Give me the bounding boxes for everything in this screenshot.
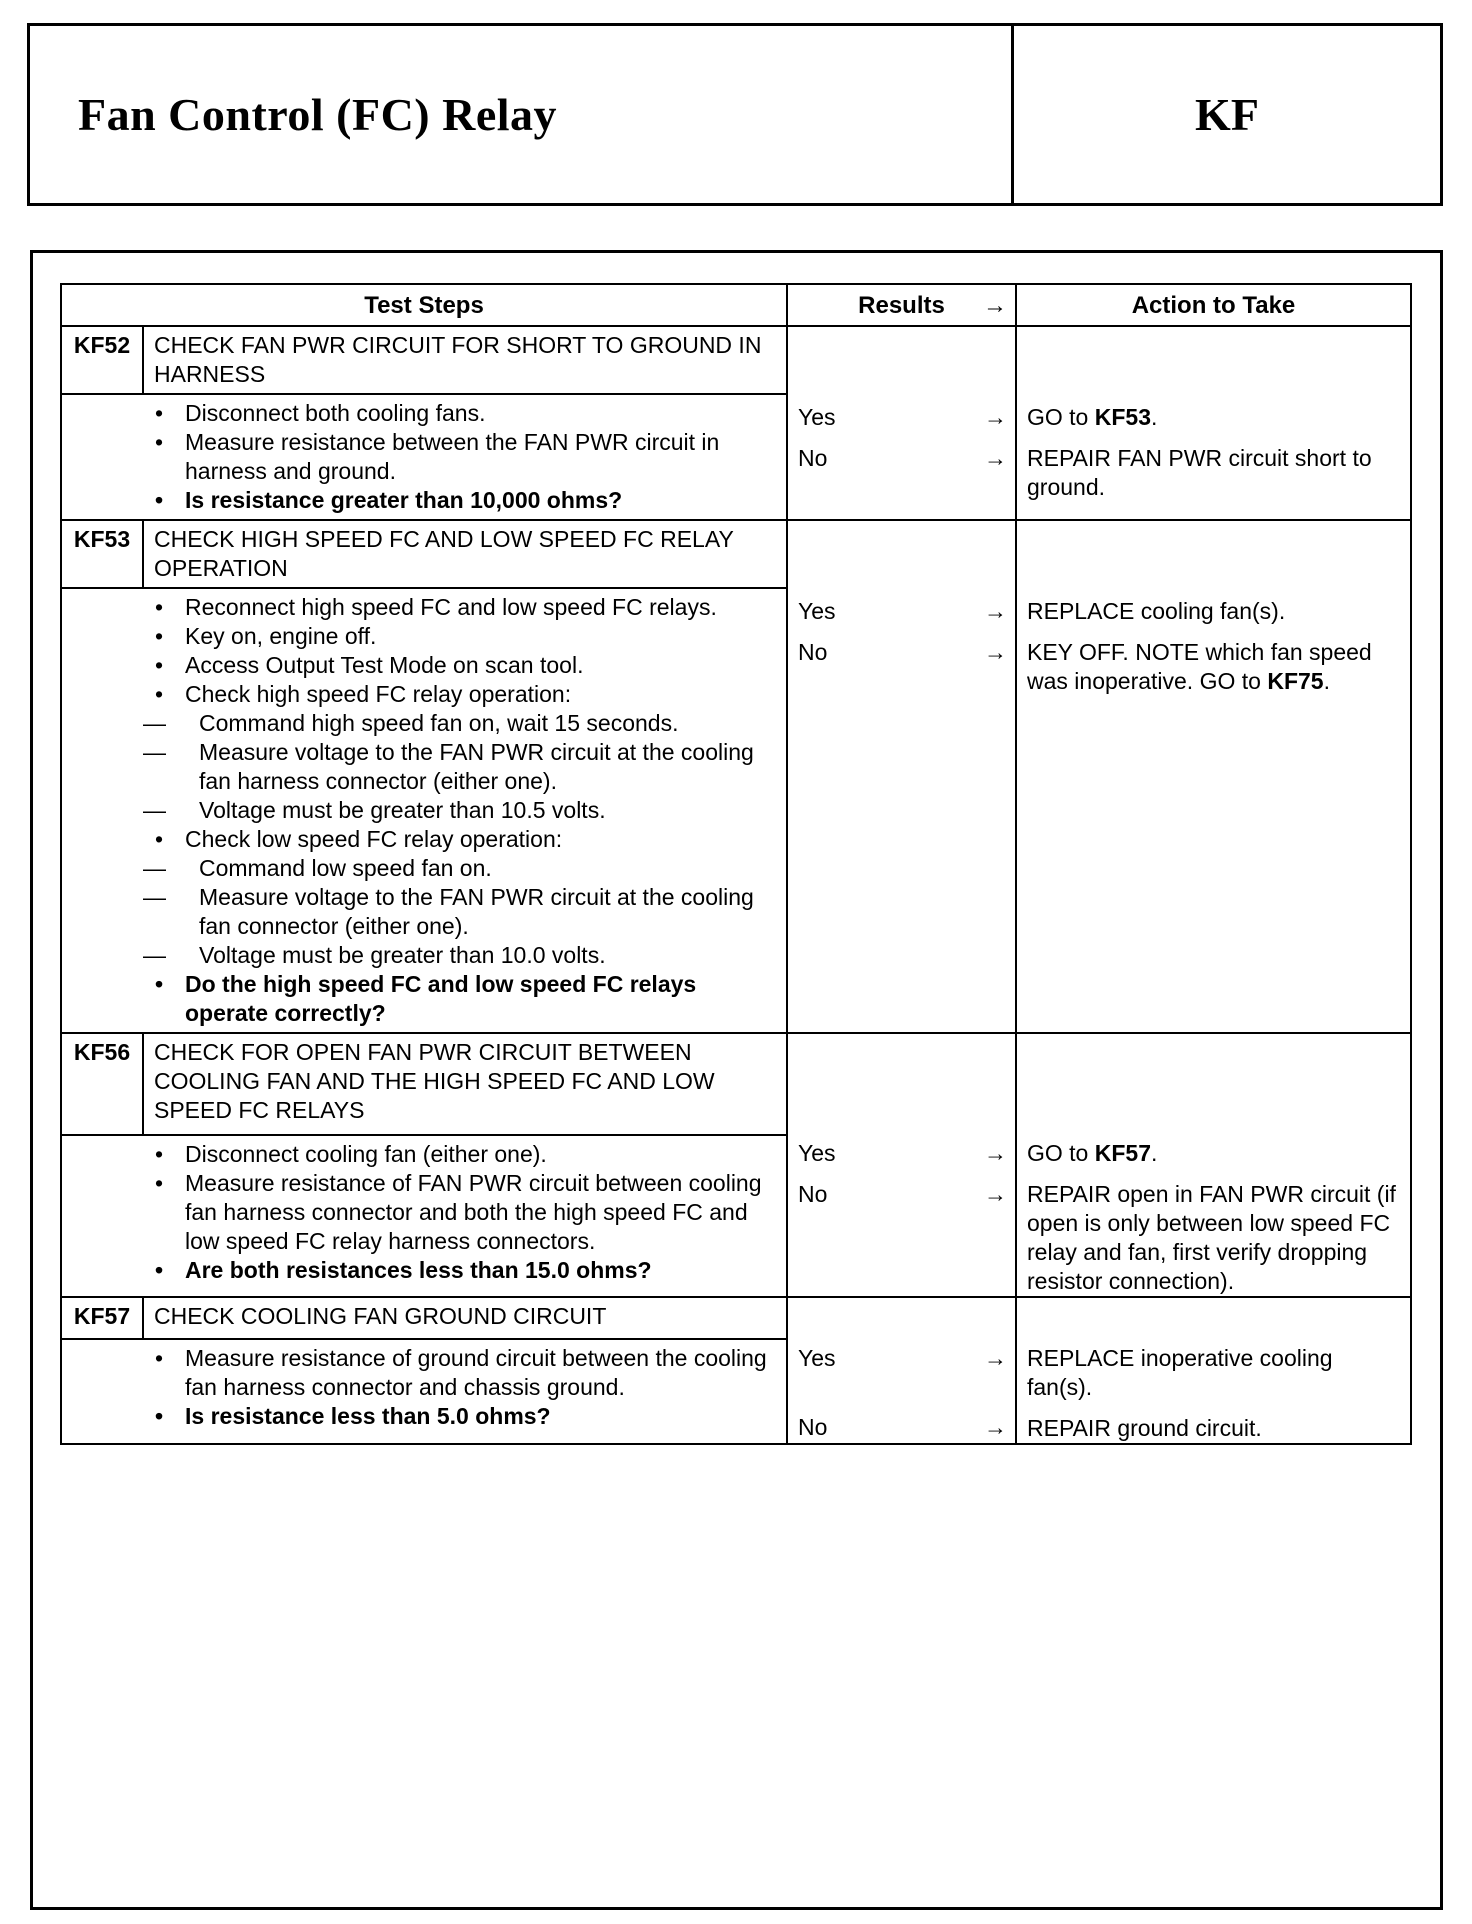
result-label: Yes <box>798 598 836 624</box>
sub-list-item: — Measure voltage to the FAN PWR circuit at the cooling fan harness connector (either one). <box>143 738 776 796</box>
list-item <box>143 680 776 825</box>
list-item-text: Check high speed FC relay operation: <box>185 681 572 707</box>
col-header-test-steps: Test Steps <box>61 284 787 326</box>
action-text <box>1017 1180 1410 1296</box>
action-text-post: . <box>1323 668 1330 694</box>
code-cell <box>1014 26 1440 203</box>
step-title: CHECK HIGH SPEED FC AND LOW SPEED FC RELAY OPERATION <box>143 520 787 588</box>
action-cell <box>1016 326 1411 520</box>
step-question: • Is resistance less than 5.0 ohms? <box>143 1402 776 1431</box>
action-text-pre: GO to <box>1027 1140 1095 1166</box>
action-cell <box>1016 1297 1411 1444</box>
sub-list-item: — Command high speed fan on, wait 15 seconds. <box>143 709 776 738</box>
result-label: No <box>798 1414 828 1440</box>
list-item: • Measure resistance of FAN PWR circuit between cooling fan harness connector and both the high speed FC and low speed FC relay harness connectors. <box>143 1169 776 1256</box>
results-cell <box>787 1033 1016 1297</box>
action-text <box>1017 638 1410 696</box>
action-text <box>1017 444 1410 502</box>
step-instructions <box>143 588 787 1033</box>
step-id: KF53 <box>61 520 143 588</box>
list-item: • Access Output Test Mode on scan tool. <box>143 651 776 680</box>
action-text <box>1017 403 1410 432</box>
sub-list-item: — Command low speed fan on. <box>143 854 776 883</box>
page-header <box>27 23 1443 206</box>
arrow-icon: → <box>984 404 1007 430</box>
step-id: KF56 <box>61 1033 143 1135</box>
result-label: Yes <box>798 1345 836 1371</box>
result-label: Yes <box>798 404 836 430</box>
action-cell <box>1016 520 1411 1033</box>
action-text-pre: REPAIR open in FAN PWR circuit (if open is only between low speed FC relay and fan, first verify dropping resistor connection). <box>1027 1181 1396 1294</box>
action-step-ref: KF75 <box>1267 668 1324 694</box>
result-no <box>788 1413 1015 1442</box>
result-label: Yes <box>798 1140 836 1166</box>
sub-list-item: — Voltage must be greater than 10.5 volts. <box>143 796 776 825</box>
list-item: • Measure resistance of ground circuit between the cooling fan harness connector and chassis ground. <box>143 1344 776 1402</box>
step-title: CHECK FOR OPEN FAN PWR CIRCUIT BETWEEN COOLING FAN AND THE HIGH SPEED FC AND LOW SPEED FC RELAYS <box>143 1033 787 1135</box>
action-text-pre: REPLACE cooling fan(s). <box>1027 598 1286 624</box>
arrow-icon: → <box>984 1345 1007 1371</box>
title-cell <box>30 26 1014 203</box>
step-title-row <box>61 520 1411 588</box>
step-title-row <box>61 326 1411 394</box>
result-label: No <box>798 1181 828 1207</box>
action-text <box>1017 1139 1410 1168</box>
step-instructions <box>143 394 787 520</box>
arrow-icon: → <box>984 1181 1007 1207</box>
step-title: CHECK COOLING FAN GROUND CIRCUIT <box>143 1297 787 1339</box>
step-instructions <box>143 1135 787 1297</box>
col-header-results-label: Results <box>858 291 945 319</box>
list-item: • Reconnect high speed FC and low speed FC relays. <box>143 593 776 622</box>
step-title: CHECK FAN PWR CIRCUIT FOR SHORT TO GROUND IN HARNESS <box>143 326 787 394</box>
step-instructions <box>143 1339 787 1444</box>
action-text-pre: KEY OFF. NOTE which fan speed was inoperative. GO to <box>1027 639 1372 694</box>
action-cell <box>1016 1033 1411 1297</box>
result-label: No <box>798 639 828 665</box>
page-title: Fan Control (FC) Relay <box>78 89 558 140</box>
list-item-text: Check low speed FC relay operation: <box>185 826 563 852</box>
step-title-row <box>61 1033 1411 1135</box>
action-text <box>1017 597 1410 626</box>
step-question: • Do the high speed FC and low speed FC relays operate correctly? <box>143 970 776 1028</box>
step-id: KF52 <box>61 326 143 394</box>
result-no <box>788 444 1015 473</box>
col-header-action: Action to Take <box>1016 284 1411 326</box>
results-cell <box>787 1297 1016 1444</box>
arrow-icon: → <box>984 639 1007 665</box>
action-text-pre: REPAIR FAN PWR circuit short to ground. <box>1027 445 1372 500</box>
result-yes <box>788 1344 1015 1373</box>
result-yes <box>788 1139 1015 1168</box>
sub-list-item: — Voltage must be greater than 10.0 volts. <box>143 941 776 970</box>
result-no <box>788 638 1015 667</box>
action-text-post: . <box>1151 404 1158 430</box>
step-title-row <box>61 1297 1411 1339</box>
action-step-ref: KF57 <box>1094 1140 1151 1166</box>
result-yes <box>788 597 1015 626</box>
results-cell <box>787 326 1016 520</box>
action-text-pre: REPAIR ground circuit. <box>1027 1415 1262 1441</box>
col-header-results <box>787 284 1016 326</box>
arrow-icon: → <box>983 292 1007 319</box>
action-step-ref: KF53 <box>1094 404 1151 430</box>
step-question: • Is resistance greater than 10,000 ohms? <box>143 486 776 515</box>
list-item: • Disconnect cooling fan (either one). <box>143 1140 776 1169</box>
arrow-icon: → <box>984 1140 1007 1166</box>
arrow-icon: → <box>984 1414 1007 1440</box>
table-header-row <box>61 284 1411 326</box>
list-item: • Disconnect both cooling fans. <box>143 399 776 428</box>
arrow-icon: → <box>984 445 1007 471</box>
arrow-icon: → <box>984 598 1007 624</box>
section-code: KF <box>1195 89 1259 140</box>
action-text-pre: REPLACE inoperative cooling fan(s). <box>1027 1345 1333 1400</box>
result-no <box>788 1180 1015 1209</box>
test-steps-table <box>60 283 1412 1445</box>
result-yes <box>788 403 1015 432</box>
action-text <box>1017 1414 1410 1443</box>
results-cell <box>787 520 1016 1033</box>
sub-list-item: — Measure voltage to the FAN PWR circuit at the cooling fan connector (either one). <box>143 883 776 941</box>
action-text-pre: GO to <box>1027 404 1095 430</box>
list-item: • Key on, engine off. <box>143 622 776 651</box>
list-item <box>143 825 776 970</box>
step-id: KF57 <box>61 1297 143 1339</box>
result-label: No <box>798 445 828 471</box>
list-item: • Measure resistance between the FAN PWR circuit in harness and ground. <box>143 428 776 486</box>
step-question: • Are both resistances less than 15.0 ohms? <box>143 1256 776 1285</box>
action-text <box>1017 1344 1410 1402</box>
action-text-post: . <box>1151 1140 1158 1166</box>
